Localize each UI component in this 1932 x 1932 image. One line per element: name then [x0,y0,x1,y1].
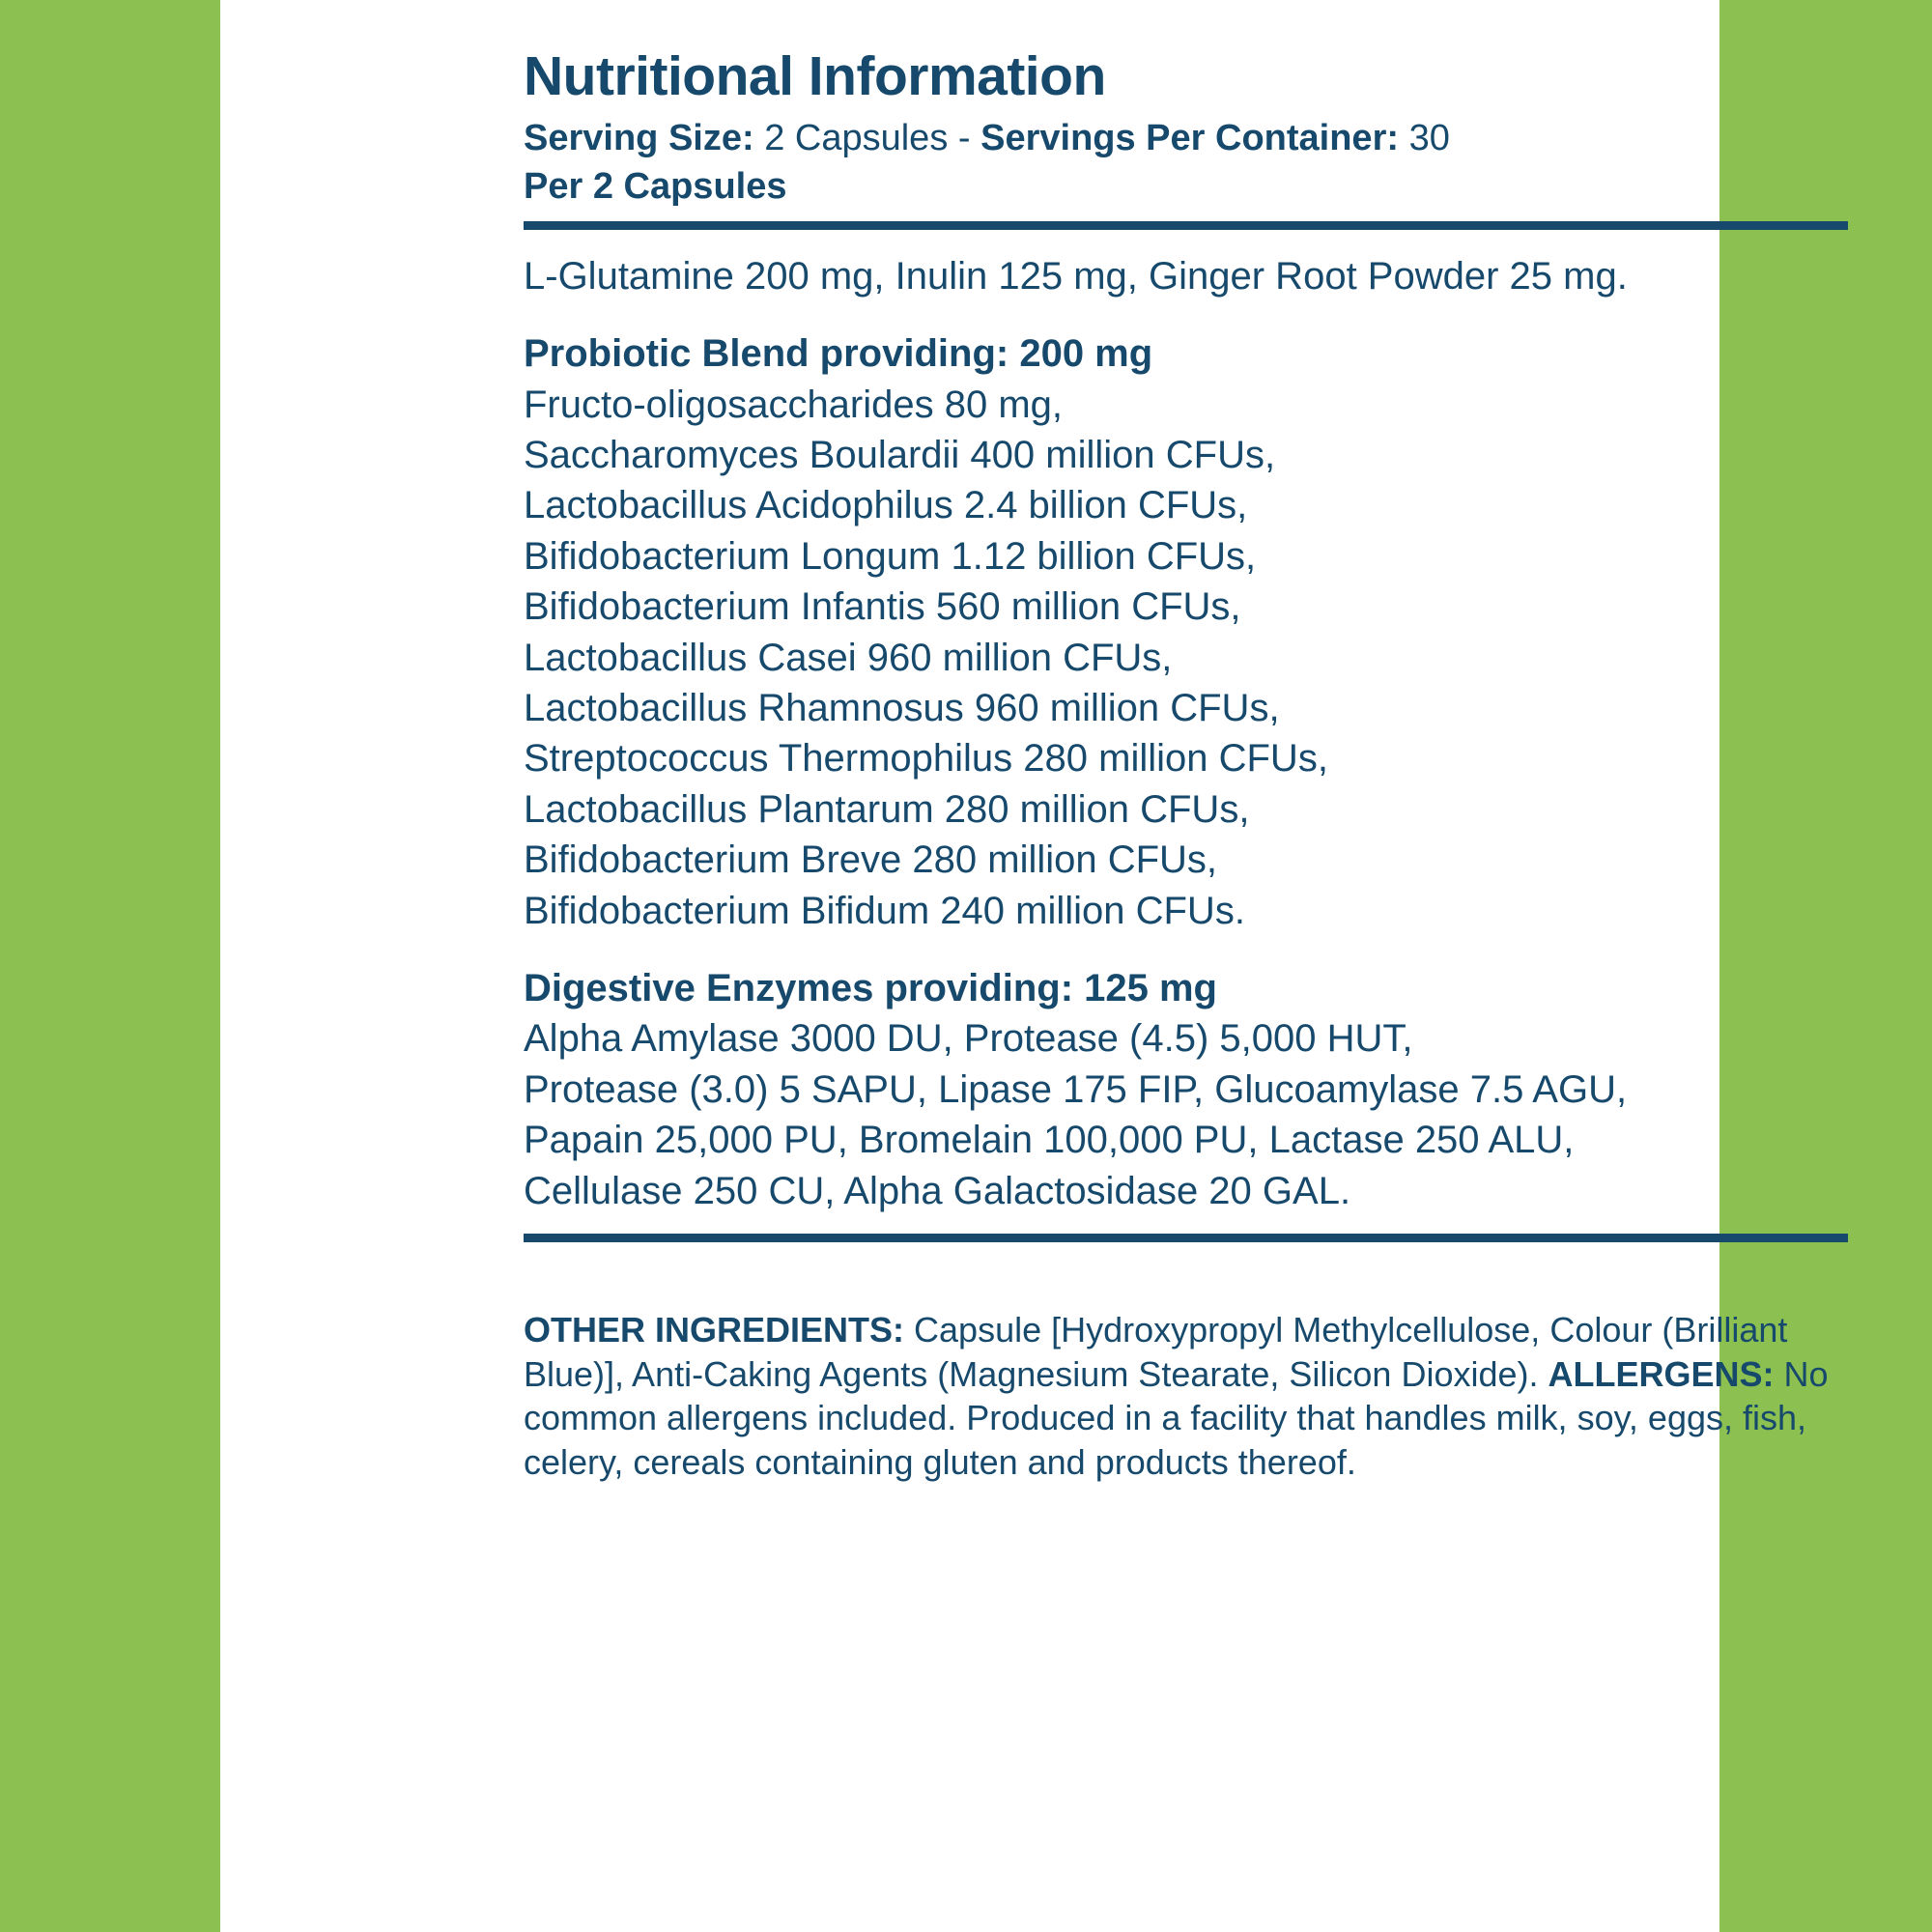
list-item: Alpha Amylase 3000 DU, Protease (4.5) 5,000 HUT, [524,1017,1413,1061]
servings-per-container-value: 30 [1408,117,1450,158]
list-item: Lactobacillus Plantarum 280 million CFUs, [524,787,1250,831]
list-item: Protease (3.0) 5 SAPU, Lipase 175 FIP, Glucoamylase 7.5 AGU, [524,1067,1628,1111]
list-item: Lactobacillus Casei 960 million CFUs, [524,636,1173,679]
serving-size-label: Serving Size: [524,117,754,158]
label-content [524,46,1866,1485]
allergens-text: No common allergens included. Produced in a facility that handles milk, soy, eggs, fish, celery, cereals containing gluten and products thereof. [524,1353,1829,1483]
other-ingredients-text: Capsule [Hydroxypropyl Methylcellulose, Colour (Brilliant Blue)], Anti-Caking Agents (Magnesium Stearate, Silicon Dioxide). [524,1309,1788,1394]
base-ingredients: L-Glutamine 200 mg, Inulin 125 mg, Ginger Root Powder 25 mg. [524,254,1628,298]
serving-info-line [524,114,1866,163]
list-item: Saccharomyces Boulardii 400 million CFUs, [524,434,1276,477]
list-item: Lactobacillus Rhamnosus 960 million CFUs, [524,687,1280,730]
label-panel [220,0,1829,1932]
enzyme-blend-heading: Digestive Enzymes providing: 125 mg [524,966,1217,1009]
servings-per-container-label: Servings Per Container: [980,117,1400,158]
enzyme-blend-list [524,1013,1866,1216]
list-item: Streptococcus Thermophilus 280 million CFUs, [524,737,1328,781]
list-item: Bifidobacterium Breve 280 million CFUs, [524,838,1218,882]
list-item: Fructo-oligosaccharides 80 mg, [524,383,1064,426]
list-item: Bifidobacterium Longum 1.12 billion CFUs, [524,534,1257,578]
list-item: Papain 25,000 PU, Bromelain 100,000 PU, Lactase 250 ALU, [524,1119,1575,1162]
serving-size-value: 2 Capsules [764,117,949,158]
other-ingredients-block [524,1308,1866,1485]
list-item: Lactobacillus Acidophilus 2.4 billion CFUs, [524,484,1248,527]
divider-bottom [524,1234,1848,1242]
per-serving-label: Per 2 Capsules [524,166,787,208]
probiotic-blend-heading: Probiotic Blend providing: 200 mg [524,332,1153,376]
page-title: Nutritional Information [524,45,1106,107]
list-item: Bifidobacterium Bifidum 240 million CFUs. [524,889,1245,932]
list-item: Bifidobacterium Infantis 560 million CFUs, [524,585,1241,629]
allergens-label: ALLERGENS: [1548,1353,1775,1394]
list-item: Cellulase 250 CU, Alpha Galactosidase 20 GAL. [524,1169,1351,1212]
divider-top [524,221,1848,230]
other-ingredients-label: OTHER INGREDIENTS: [524,1309,905,1350]
serving-separator: - [957,117,971,158]
probiotic-blend-list [524,380,1866,936]
